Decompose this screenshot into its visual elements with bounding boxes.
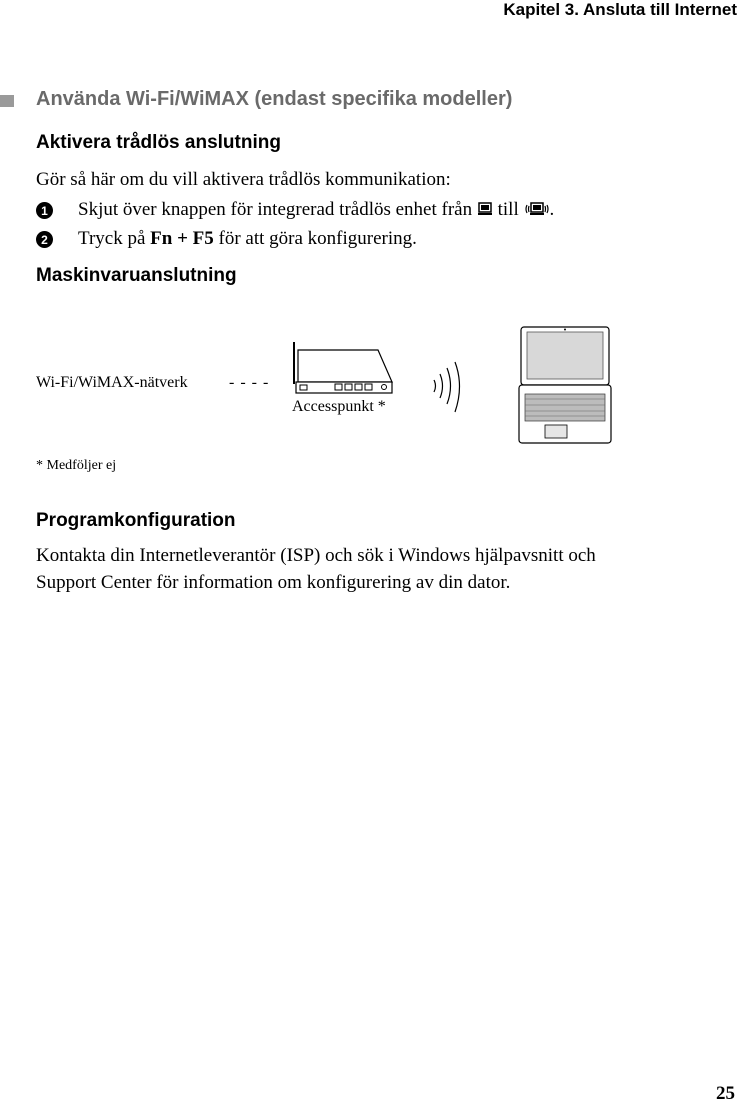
wireless-on-icon xyxy=(524,201,550,223)
wireless-off-icon xyxy=(477,201,493,223)
step-2-text-after: för att göra konfigurering. xyxy=(218,228,417,249)
software-body-line1: Kontakta din Internetleverantör (ISP) och sök i Windows hjälpavsnitt och xyxy=(36,545,596,566)
enable-wireless-heading: Aktivera trådlös anslutning xyxy=(36,132,281,153)
hardware-footnote: * Medföljer ej xyxy=(36,458,117,473)
software-heading: Programkonfiguration xyxy=(36,510,236,531)
access-point-label: Accesspunkt * xyxy=(292,398,386,415)
step-1-text-before: Skjut över knappen för integrerad trådlös enhet från xyxy=(78,199,473,220)
section-marker xyxy=(0,95,14,107)
step-2-key: Fn + F5 xyxy=(150,228,214,249)
enable-wireless-intro: Gör så här om du vill aktivera trådlös kommunikation: xyxy=(36,169,451,190)
step-1-text-after: . xyxy=(549,199,555,220)
access-point-router xyxy=(290,340,396,400)
step-2-text-before: Tryck på xyxy=(78,228,146,249)
network-connector: - - - - xyxy=(229,374,270,391)
hardware-heading: Maskinvaruanslutning xyxy=(36,265,237,286)
laptop-illustration xyxy=(515,325,615,445)
step-2-text xyxy=(78,228,417,250)
software-body-line2: Support Center för information om konfigurering av din dator. xyxy=(36,572,511,593)
step-1-text xyxy=(78,199,554,223)
step-1-number: 1 xyxy=(36,202,53,219)
section-title: Använda Wi-Fi/WiMAX (endast specifika modeller) xyxy=(36,88,513,110)
page-number: 25 xyxy=(716,1083,735,1104)
network-label: Wi-Fi/WiMAX-nätverk xyxy=(36,374,188,391)
step-1-text-middle: till xyxy=(497,199,519,220)
chapter-header: Kapitel 3. Ansluta till Internet xyxy=(503,0,737,19)
step-2-number: 2 xyxy=(36,231,53,248)
wireless-waves-icon xyxy=(428,360,472,416)
